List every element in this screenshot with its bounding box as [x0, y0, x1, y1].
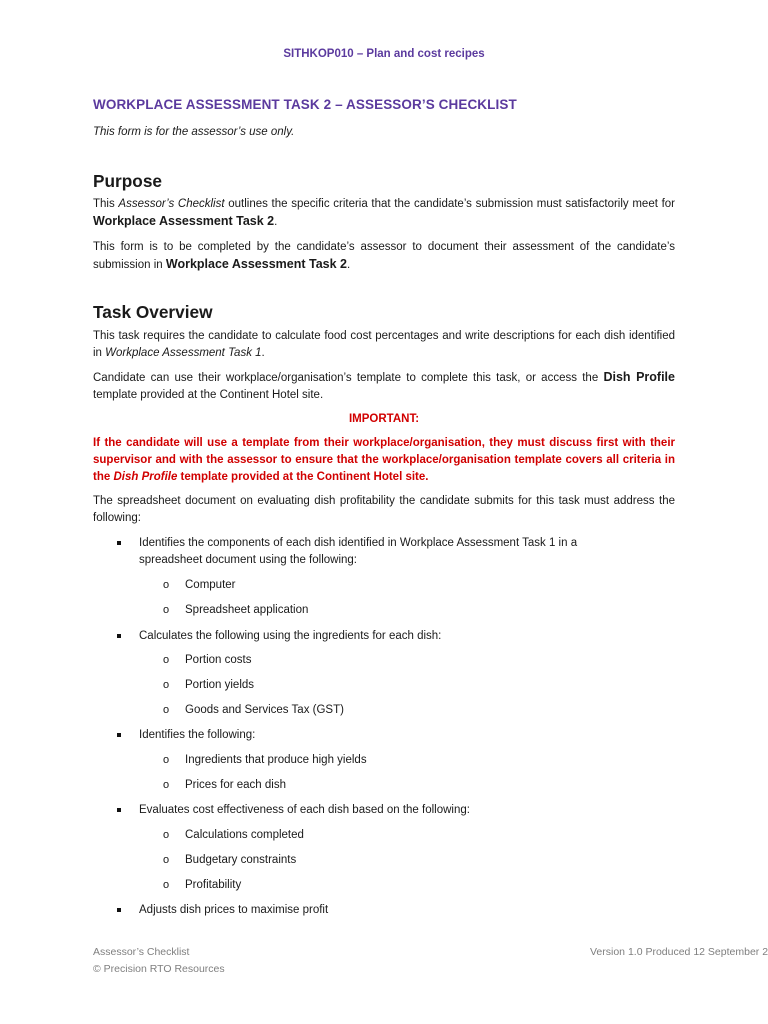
criterion-item [93, 628, 675, 719]
criterion-item [93, 902, 675, 919]
sub-criterion-item: o Calculations completed [93, 827, 675, 844]
criterion-text: Identifies the following: [139, 729, 256, 741]
document-page [93, 0, 675, 1024]
page-title: WORKPLACE ASSESSMENT TASK 2 – ASSESSOR’S CHECKLIST [93, 97, 517, 112]
text-run: . [347, 259, 351, 271]
text-run: template provided at the Continent Hotel site. [177, 471, 429, 483]
criteria-bullets [93, 535, 675, 919]
text-run: This [93, 198, 119, 210]
purpose-section [93, 173, 675, 274]
important-label: IMPORTANT: [348, 413, 420, 425]
text-run: . [274, 216, 278, 228]
criterion-text: Adjusts dish prices to maximise profit [139, 904, 329, 916]
sub-criterion-item: o Portion yields [93, 677, 675, 694]
sub-criterion-item: o Portion costs [93, 652, 675, 669]
criterion-text: Evaluates cost effectiveness of each dish based on the following: [139, 804, 470, 816]
sub-criterion-item: o Computer [93, 577, 615, 594]
criterion-text: Calculates the following using the ingredients for each dish: [139, 630, 442, 642]
text-run: This form is to be completed by the candidate’s assessor to document their assessment of the candidate’s submission in [93, 241, 675, 271]
text-run: template provided at the Continent Hotel site. [93, 389, 324, 401]
criteria-list [93, 535, 675, 919]
sub-criterion-item: o Prices for each dish [93, 777, 675, 794]
document-header-code: SITHKOP010 – Plan and cost recipes [283, 48, 485, 60]
text-run-bold: Workplace Assessment Task 2 [93, 214, 275, 228]
sub-criteria [139, 752, 675, 794]
criterion-item [93, 535, 675, 619]
text-run-bold: Workplace Assessment Task 2 [165, 257, 347, 271]
sub-criterion-item: o Ingredients that produce high yields [93, 752, 675, 769]
sub-criterion-item: o Goods and Services Tax (GST) [93, 702, 675, 719]
criterion-item [93, 802, 675, 894]
sub-criterion-item: o Spreadsheet application [93, 602, 615, 619]
text-run: If the candidate will use a template from their workplace/organisation, they must discuss first with their supervisor and with the assessor to ensure that the workplace/organisation template covers all criteria in the [93, 437, 675, 483]
sub-criteria [139, 652, 675, 719]
sub-criterion-item: o Profitability [93, 877, 675, 894]
overview-paragraph-3: The spreadsheet document on evaluating dish profitability the candidate submits for this task must address the following: [93, 495, 675, 524]
purpose-paragraph-1 [93, 196, 675, 231]
footer-document-name: Assessor’s Checklist [93, 946, 190, 958]
text-run: outlines the specific criteria that the candidate’s submission must satisfactorily meet for [224, 198, 676, 210]
sub-criterion-item: o Budgetary constraints [93, 852, 675, 869]
text-run: . [261, 347, 265, 359]
text-run-bold: Dish Profile [603, 370, 675, 384]
overview-paragraph-1 [93, 328, 675, 362]
purpose-heading: Purpose [93, 171, 163, 191]
footer-copyright: © Precision RTO Resources [93, 963, 225, 975]
text-run-italic: Assessor’s Checklist [118, 198, 225, 210]
overview-paragraph-2 [93, 369, 675, 404]
text-run-italic: Dish Profile [113, 471, 178, 483]
text-run: This task requires the candidate to calculate food cost percentages and write descriptions for each dish identified in [93, 330, 675, 359]
text-run-italic: Workplace Assessment Task 1 [105, 347, 262, 359]
sub-criteria [139, 577, 615, 619]
purpose-paragraph-2 [93, 239, 675, 274]
criterion-item [93, 727, 675, 794]
task-overview-heading: Task Overview [93, 302, 213, 322]
sub-criteria [139, 827, 675, 894]
task-overview-section [93, 304, 675, 527]
text-run: Candidate can use their workplace/organisation’s template to complete this task, or access the [93, 372, 604, 384]
page-subtitle: This form is for the assessor’s use only. [93, 126, 295, 138]
footer-left [93, 944, 225, 978]
important-notice [93, 435, 675, 486]
footer-version: Version 1.0 Produced 12 September 2 [590, 946, 768, 958]
criterion-text: Identifies the components of each dish identified in Workplace Assessment Task 1 in a spreadsheet document using the following: [139, 537, 578, 566]
